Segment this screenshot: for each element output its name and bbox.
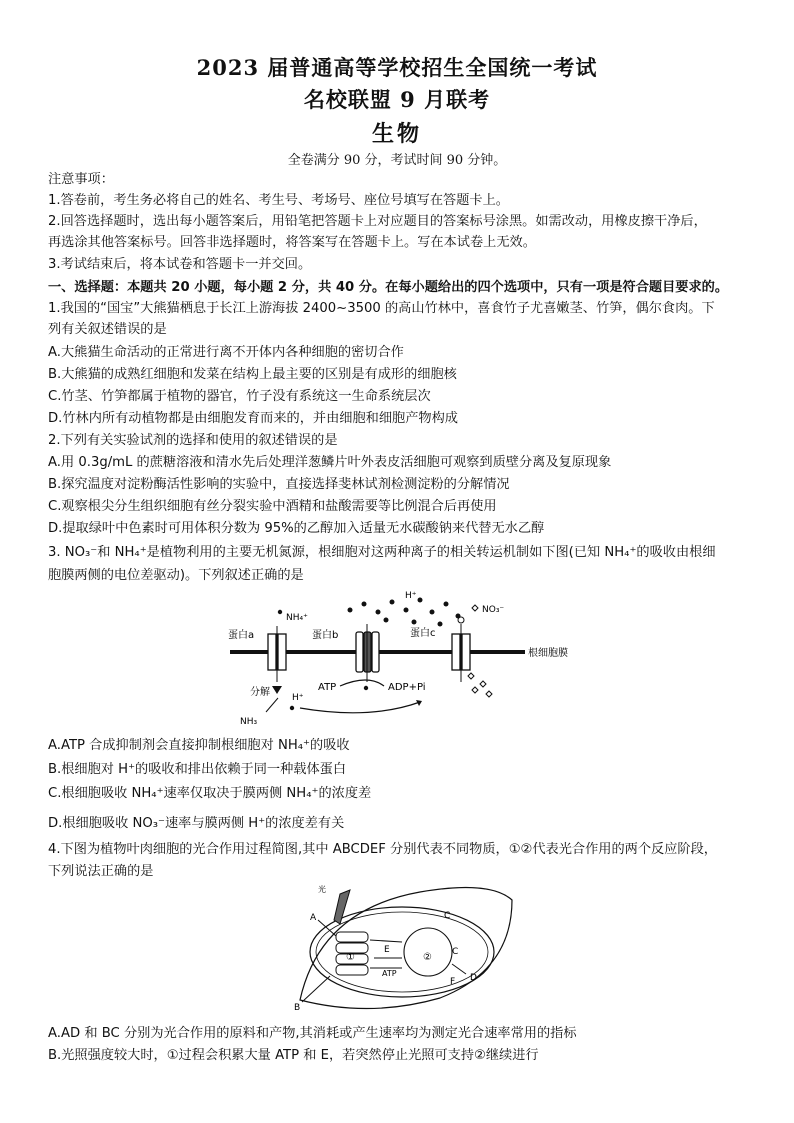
nh4-label: NH₄⁺ bbox=[286, 613, 308, 623]
leaf-outline bbox=[300, 888, 512, 1009]
q4-option-a: A.AD 和 BC 分别为光合作用的原料和产物,其消耗或产生速率均为测定光合速率常用的指标 bbox=[48, 1026, 577, 1041]
q2-option-c: C.观察根尖分生组织细胞有丝分裂实验中酒精和盐酸需要等比例混合后再使用 bbox=[48, 499, 497, 514]
membrane-label: 根细胞膜 bbox=[528, 648, 568, 659]
c-label-1: C bbox=[444, 911, 451, 921]
exam-title: 2023 届普通高等学校招生全国统一考试 bbox=[196, 55, 598, 80]
section1-heading: 一、选择题：本题共 20 小题，每小题 2 分，共 40 分。在每小题给出的四个选项中，只有一项是符合题目要求的。 bbox=[48, 280, 729, 295]
h-top-label: H⁺ bbox=[405, 591, 417, 601]
q3-stem: 3. NO₃⁻和 NH₄⁺是植物利用的主要无机氮源，根细胞对这两种离子的相关转运机制如下图(已知 NH₄⁺的吸收由根细 bbox=[48, 545, 716, 560]
atp-label: ATP bbox=[318, 682, 337, 693]
q1-option-b: B.大熊猫的成熟红细胞和发菜在结构上最主要的区别是有成形的细胞核 bbox=[48, 367, 457, 382]
q1-option-c: C.竹茎、竹笋都属于植物的器官，竹子没有系统这一生命系统层次 bbox=[48, 389, 431, 404]
q2-option-a: A.用 0.3g/mL 的蔗糖溶液和清水先后处理洋葱鳞片叶外表皮活细胞可观察到质壁分离及复原现象 bbox=[48, 455, 612, 470]
protein-c-label: 蛋白c bbox=[410, 628, 436, 639]
q3-option-b: B.根细胞对 H⁺的吸收和排出依赖于同一种载体蛋白 bbox=[48, 762, 347, 777]
q3-membrane-figure bbox=[200, 590, 620, 730]
stage-2-label: ② bbox=[423, 952, 432, 963]
notice-item-2-cont: 再选涂其他答案标号。回答非选择题时，将答案写在答题卡上。写在本试卷上无效。 bbox=[48, 235, 536, 250]
protein-a-label: 蛋白a bbox=[228, 630, 255, 641]
q4-stem: 4.下图为植物叶肉细胞的光合作用过程简图,其中 ABCDEF 分别代表不同物质，①②代表光合作用的两个反应阶段， bbox=[48, 842, 717, 857]
nh3-label: NH₃ bbox=[240, 717, 258, 727]
d-label: D bbox=[470, 973, 477, 983]
e-label: E bbox=[384, 945, 390, 955]
notice-item-3: 3.考试结束后，将本试卷和答题卡一并交回。 bbox=[48, 257, 312, 272]
no3-label: NO₃⁻ bbox=[482, 605, 505, 615]
q3-option-d: D.根细胞吸收 NO₃⁻速率与膜两侧 H⁺的浓度差有关 bbox=[48, 816, 345, 831]
q3-stem-cont: 胞膜两侧的电位差驱动)。下列叙述正确的是 bbox=[48, 568, 304, 583]
protein-b-label: 蛋白b bbox=[312, 630, 339, 641]
q4-chloroplast-figure bbox=[290, 880, 520, 1015]
a-label: A bbox=[310, 913, 317, 923]
light-arrow-icon bbox=[334, 890, 350, 924]
q3-option-c: C.根细胞吸收 NH₄⁺速率仅取决于膜两侧 NH₄⁺的浓度差 bbox=[48, 786, 372, 801]
h-bottom-label: H⁺ bbox=[292, 693, 304, 703]
adp-label: ADP+Pi bbox=[388, 682, 426, 693]
protein-c-icon bbox=[452, 617, 470, 682]
notice-heading: 注意事项： bbox=[48, 172, 114, 187]
light-label: 光 bbox=[318, 885, 326, 894]
b-label: B bbox=[294, 1003, 301, 1013]
decompose-label: 分解 bbox=[250, 687, 270, 698]
q4-stem-cont: 下列说法正确的是 bbox=[48, 864, 154, 879]
atp-label: ATP bbox=[382, 969, 397, 978]
q2-option-d: D.提取绿叶中色素时可用体积分数为 95%的乙醇加入适量无水碳酸钠来代替无水乙醇 bbox=[48, 521, 545, 536]
q1-option-a: A.大熊猫生命活动的正常进行离不开体内各种细胞的密切合作 bbox=[48, 345, 404, 360]
f-label: F bbox=[450, 977, 456, 987]
subject-title: 生物 bbox=[371, 121, 422, 147]
q2-stem: 2.下列有关实验试剂的选择和使用的叙述错误的是 bbox=[48, 433, 338, 448]
q2-option-b: B.探究温度对淀粉酶活性影响的实验中，直接选择斐林试剂检测淀粉的分解情况 bbox=[48, 477, 510, 492]
notice-item-2: 2.回答选择题时，选出每小题答案后，用铅笔把答题卡上对应题目的答案标号涂黑。如需改动，用橡皮擦干净后， bbox=[48, 214, 707, 229]
notice-item-1: 1.答卷前，考生务必将自己的姓名、考生号、考场号、座位号填写在答题卡上。 bbox=[48, 193, 509, 208]
stage-1-label: ① bbox=[346, 952, 355, 963]
q4-option-b: B.光照强度较大时，①过程会积累大量 ATP 和 E，若突然停止光照可支持②继续进行 bbox=[48, 1048, 539, 1063]
q1-option-d: D.竹林内所有动植物都是由细胞发育而来的，并由细胞和细胞产物构成 bbox=[48, 411, 458, 426]
protein-b-icon bbox=[356, 624, 379, 682]
q3-option-a: A.ATP 合成抑制剂会直接抑制根细胞对 NH₄⁺的吸收 bbox=[48, 738, 350, 753]
c-label-2: C bbox=[452, 947, 459, 957]
atp-arrow bbox=[340, 680, 384, 686]
q1-stem: 1.我国的“国宝”大熊猫栖息于长江上游海拔 2400~3500 的高山竹林中，喜食竹子尤喜嫩茎、竹笋，偶尔食肉。下 bbox=[48, 301, 715, 316]
exam-info: 全卷满分 90 分，考试时间 90 分钟。 bbox=[287, 153, 507, 168]
exam-subtitle: 名校联盟 9 月联考 bbox=[303, 87, 491, 112]
protein-a-icon bbox=[268, 626, 286, 694]
h-ion-dots bbox=[348, 598, 461, 627]
q1-stem-cont: 列有关叙述错误的是 bbox=[48, 322, 167, 337]
